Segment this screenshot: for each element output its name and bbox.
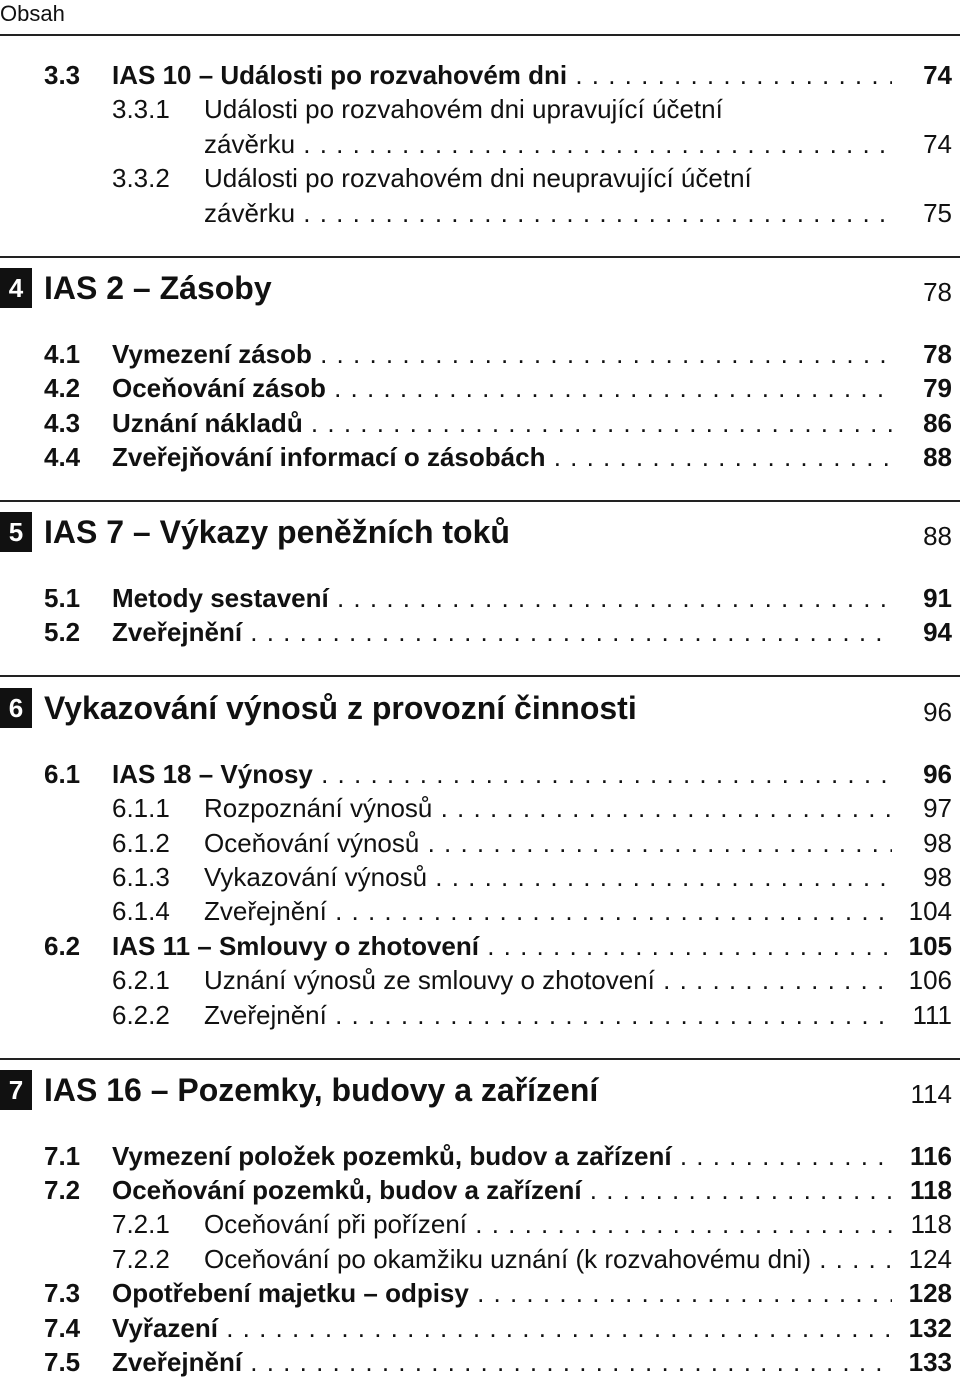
toc-entry-6-1-4[interactable]	[0, 894, 960, 928]
toc-entry-page: 98	[923, 862, 952, 892]
toc-entry-page: 116	[910, 1141, 952, 1171]
toc-entry-page: 132	[908, 1313, 952, 1343]
chapter-divider	[0, 675, 960, 677]
toc-entry-number: 5.1	[44, 583, 81, 613]
toc-entry-number: 6.2	[44, 931, 81, 961]
chapter-title: IAS 2 – Zásoby	[44, 270, 272, 306]
toc-entry-number: 4.4	[44, 442, 81, 472]
toc-entry-title: Události po rozvahovém dni upravující účetní	[204, 94, 723, 124]
toc-entry-number: 3.3.1	[112, 94, 170, 124]
toc-entry-page: 74	[923, 129, 952, 159]
toc-entry-7-2-2[interactable]	[0, 1242, 960, 1276]
toc-entry-title: Metody sestavení . . .	[112, 583, 892, 613]
toc-entry-number: 7.5	[44, 1347, 81, 1377]
chapter-number-badge: 4	[0, 268, 32, 308]
toc-entry-7-5[interactable]	[0, 1345, 960, 1379]
toc-entry-title: Oceňování výnosů . . .	[204, 828, 892, 858]
chapter-number-badge: 7	[0, 1070, 32, 1110]
toc-entry-title: Události po rozvahovém dni neupravující účetní	[204, 163, 752, 193]
chapter-title: Vykazování výnosů z provozní činnosti	[44, 690, 637, 726]
toc-entry-number: 4.3	[44, 408, 81, 438]
toc-entry-number: 7.1	[44, 1141, 81, 1171]
toc-entry-page: 133	[908, 1347, 952, 1377]
toc-entry-7-2-1[interactable]	[0, 1207, 960, 1241]
toc-entry-title: IAS 11 – Smlouvy o zhotovení . . .	[112, 931, 892, 961]
toc-entry-number: 3.3.2	[112, 163, 170, 193]
toc-entry-title: Oceňování po okamžiku uznání (k rozvahovému dni) . . .	[204, 1244, 892, 1274]
toc-entry-title: Zveřejnění . . .	[204, 1000, 892, 1030]
toc-entry-7-1[interactable]	[0, 1139, 960, 1173]
toc-entry-page: 104	[908, 896, 952, 926]
toc-entry-page: 128	[908, 1278, 952, 1308]
toc-entry-3-3-1[interactable]	[0, 92, 960, 126]
toc-entry-number: 6.1.2	[112, 828, 170, 858]
toc-entry-7-4[interactable]	[0, 1311, 960, 1345]
toc-entry-3-3-1-cont[interactable]	[0, 127, 960, 161]
toc-entry-number: 6.1.3	[112, 862, 170, 892]
toc-entry-4-1[interactable]	[0, 337, 960, 371]
toc-entry-page: 98	[923, 828, 952, 858]
chapter-7-heading[interactable]	[0, 1070, 960, 1114]
toc-entry-page: 111	[912, 1000, 952, 1030]
toc-entry-number: 4.1	[44, 339, 81, 369]
toc-entry-title: Zveřejnění . . .	[204, 896, 892, 926]
toc-entry-6-2[interactable]	[0, 929, 960, 963]
toc-entry-title: závěrku . . .	[204, 129, 892, 159]
toc-entry-6-1-2[interactable]	[0, 826, 960, 860]
toc-entry-title: Zveřejnění . . .	[112, 617, 892, 647]
toc-entry-page: 96	[923, 759, 952, 789]
header-title: Obsah	[0, 1, 65, 26]
toc-entry-title: Uznání nákladů . . .	[112, 408, 892, 438]
toc-entry-title: Vymezení položek pozemků, budov a zařízení . . .	[112, 1141, 892, 1171]
toc-entry-6-2-2[interactable]	[0, 998, 960, 1032]
toc-entry-number: 7.4	[44, 1313, 81, 1343]
toc-entry-title: Opotřebení majetku – odpisy . . .	[112, 1278, 892, 1308]
toc-entry-number: 7.2	[44, 1175, 81, 1205]
chapter-divider	[0, 256, 960, 258]
toc-entry-title: Oceňování zásob . . .	[112, 373, 892, 403]
chapter-page: 88	[923, 521, 952, 551]
toc-entry-number: 6.1.4	[112, 896, 170, 926]
toc-entry-number: 7.3	[44, 1278, 81, 1308]
toc-entry-6-1-1[interactable]	[0, 791, 960, 825]
toc-entry-3-3-2[interactable]	[0, 161, 960, 195]
toc-entry-number: 3.3	[44, 60, 81, 90]
toc-entry-7-2[interactable]	[0, 1173, 960, 1207]
toc-entry-page: 86	[923, 408, 952, 438]
toc-entry-title: Oceňování při pořízení . . .	[204, 1209, 892, 1239]
toc-entry-page: 124	[908, 1244, 952, 1274]
toc-entry-page: 78	[923, 339, 952, 369]
chapter-page: 96	[923, 697, 952, 727]
toc-entry-title: Oceňování pozemků, budov a zařízení . . .	[112, 1175, 892, 1205]
toc-entry-title: Zveřejňování informací o zásobách . . .	[112, 442, 892, 472]
toc-entry-title: Vykazování výnosů . . .	[204, 862, 892, 892]
toc-entry-page: 74	[923, 60, 952, 90]
toc-entry-number: 4.2	[44, 373, 81, 403]
toc-entry-6-1[interactable]	[0, 757, 960, 791]
chapter-divider	[0, 500, 960, 502]
toc-entry-title: IAS 18 – Výnosy . . .	[112, 759, 892, 789]
toc-entry-number: 5.2	[44, 617, 81, 647]
toc-entry-number: 6.1	[44, 759, 81, 789]
toc-entry-5-2[interactable]	[0, 615, 960, 649]
toc-entry-4-4[interactable]	[0, 440, 960, 474]
toc-entry-page: 118	[910, 1175, 952, 1205]
toc-entry-title: Vyřazení . . .	[112, 1313, 892, 1343]
chapter-divider	[0, 1058, 960, 1060]
toc-entry-page: 118	[910, 1209, 952, 1239]
toc-entry-6-2-1[interactable]	[0, 963, 960, 997]
toc-entry-5-1[interactable]	[0, 581, 960, 615]
toc-entry-page: 79	[923, 373, 952, 403]
toc-entry-4-2[interactable]	[0, 371, 960, 405]
toc-entry-4-3[interactable]	[0, 406, 960, 440]
chapter-page: 78	[923, 277, 952, 307]
chapter-title: IAS 7 – Výkazy peněžních toků	[44, 514, 510, 550]
toc-entry-title: závěrku . . .	[204, 198, 892, 228]
toc-entry-number: 6.2.2	[112, 1000, 170, 1030]
toc-entry-title: IAS 10 – Události po rozvahovém dni . . .	[112, 60, 892, 90]
toc-entry-number: 7.2.1	[112, 1209, 170, 1239]
toc-entry-page: 94	[923, 617, 952, 647]
toc-entry-title: Vymezení zásob . . .	[112, 339, 892, 369]
toc-entry-6-1-3[interactable]	[0, 860, 960, 894]
toc-entry-page: 88	[923, 442, 952, 472]
toc-entry-title: Rozpoznání výnosů . . .	[204, 793, 892, 823]
toc-entry-7-3[interactable]	[0, 1276, 960, 1310]
toc-entry-page: 91	[923, 583, 952, 613]
toc-entry-page: 106	[908, 965, 952, 995]
toc-entry-3-3[interactable]	[0, 58, 960, 92]
toc-entry-page: 97	[923, 793, 952, 823]
chapter-page: 114	[910, 1079, 952, 1109]
toc-entry-page: 75	[923, 198, 952, 228]
chapter-number-badge: 6	[0, 688, 32, 728]
toc-entry-number: 6.1.1	[112, 793, 170, 823]
chapter-5-heading[interactable]	[0, 512, 960, 556]
chapter-number-badge: 5	[0, 512, 32, 552]
chapter-6-heading[interactable]	[0, 688, 960, 732]
toc-entry-number: 7.2.2	[112, 1244, 170, 1274]
chapter-4-heading[interactable]	[0, 268, 960, 312]
toc-entry-title: Zveřejnění . . .	[112, 1347, 892, 1377]
toc-entry-title: Uznání výnosů ze smlouvy o zhotovení . . .	[204, 965, 892, 995]
chapter-title: IAS 16 – Pozemky, budovy a zařízení	[44, 1072, 599, 1108]
toc-entry-number: 6.2.1	[112, 965, 170, 995]
toc-entry-3-3-2-cont[interactable]	[0, 196, 960, 230]
toc-entry-page: 105	[908, 931, 952, 961]
